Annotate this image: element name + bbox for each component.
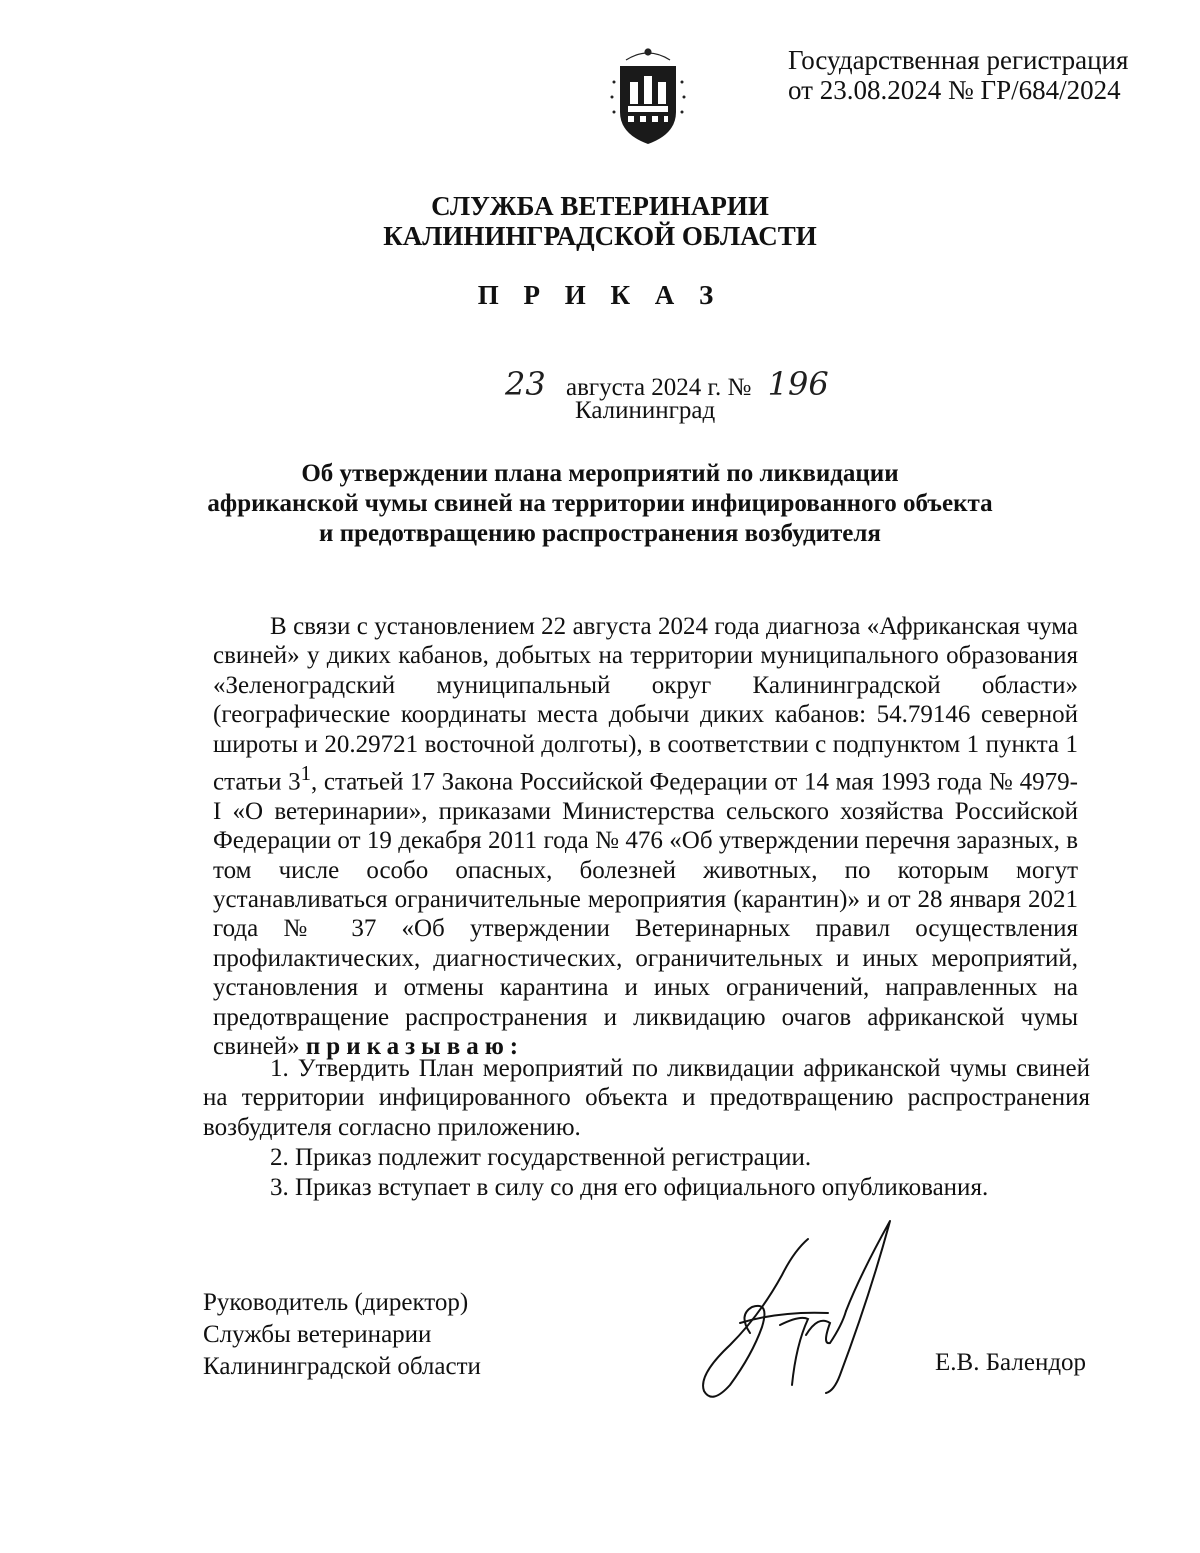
preamble-paragraph bbox=[213, 612, 1078, 1061]
document-city: Калининград bbox=[575, 397, 716, 424]
signer-position-line-2: Службы ветеринарии bbox=[203, 1321, 432, 1348]
signer-position-line-3: Калининградской области bbox=[203, 1353, 481, 1380]
date-month-year: августа 2024 г. № bbox=[565, 374, 752, 401]
handwritten-day: 23 bbox=[505, 365, 546, 403]
organization-name-line-2: КАЛИНИНГРАДСКОЙ ОБЛАСТИ bbox=[383, 221, 817, 251]
signer-position-line-1: Руководитель (директор) bbox=[203, 1289, 469, 1316]
document-type-heading: П Р И К А З bbox=[477, 280, 723, 310]
coat-of-arms-emblem bbox=[608, 42, 688, 152]
document-title-line-2: африканской чумы свиней на территории инфицированного объекта bbox=[207, 490, 993, 517]
preamble-text-part-1: В связи с установлением 22 августа 2024 года диагноза «Африканская чума свиней» у диких кабанов, добытых на территории муниципального образования «Зеленоградский муниципальный округ Калининградской области» (географические координаты места добычи диких кабанов: 54.79146 северной широты и 20.29721 восточной долготы), в соответствии с подпунктом 1 пункта 1 статьи 3 bbox=[213, 613, 1078, 796]
signer-position bbox=[203, 1287, 481, 1383]
document-title-line-3: и предотвращению распространения возбудителя bbox=[319, 520, 881, 547]
organization-name-line-1: СЛУЖБА ВЕТЕРИНАРИИ bbox=[431, 191, 769, 221]
signer-name: Е.В. Балендор bbox=[935, 1349, 1087, 1376]
registration-line-1: Государственная регистрация bbox=[788, 45, 1129, 75]
document-title-line-1: Об утверждении плана мероприятий по ликвидации bbox=[301, 460, 899, 487]
handwritten-signature bbox=[690, 1215, 920, 1415]
order-item-2: 2. Приказ подлежит государственной регистрации. bbox=[270, 1144, 812, 1171]
preamble-text-part-2: , статьей 17 Закона Российской Федерации от 14 мая 1993 года № 4979-I «О ветеринарии», приказами Министерства сельского хозяйства Российской Федерации от 19 декабря 2011 года № 476 «Об утверждении перечня заразных, в том числе особо опасных, болезней животных, по которым могут устанавливаться ограничительные мероприятия (карантин)» и от 28 января 2021 года № 37 «Об утверждении Ветеринарных правил осуществления профилактических, диагностических, ограничительных и иных мероприятий, установления и отмены карантина и иных ограничений, направленных на предотвращение распространения и ликвидацию очагов африканской чумы свиней» bbox=[213, 768, 1078, 1061]
registration-line-2: от 23.08.2024 № ГР/684/2024 bbox=[788, 75, 1121, 105]
order-item-3: 3. Приказ вступает в силу со дня его официального опубликования. bbox=[270, 1174, 989, 1201]
preamble-superscript: 1 bbox=[300, 761, 312, 786]
order-item-1: 1. Утвердить План мероприятий по ликвидации африканской чумы свиней на территории инфицированного объекта и предотвращению распространения возбудителя согласно приложению. bbox=[203, 1055, 1090, 1141]
state-registration-note bbox=[788, 45, 1148, 105]
handwritten-document-number: 196 bbox=[767, 365, 829, 403]
order-word: приказываю: bbox=[305, 1033, 525, 1061]
